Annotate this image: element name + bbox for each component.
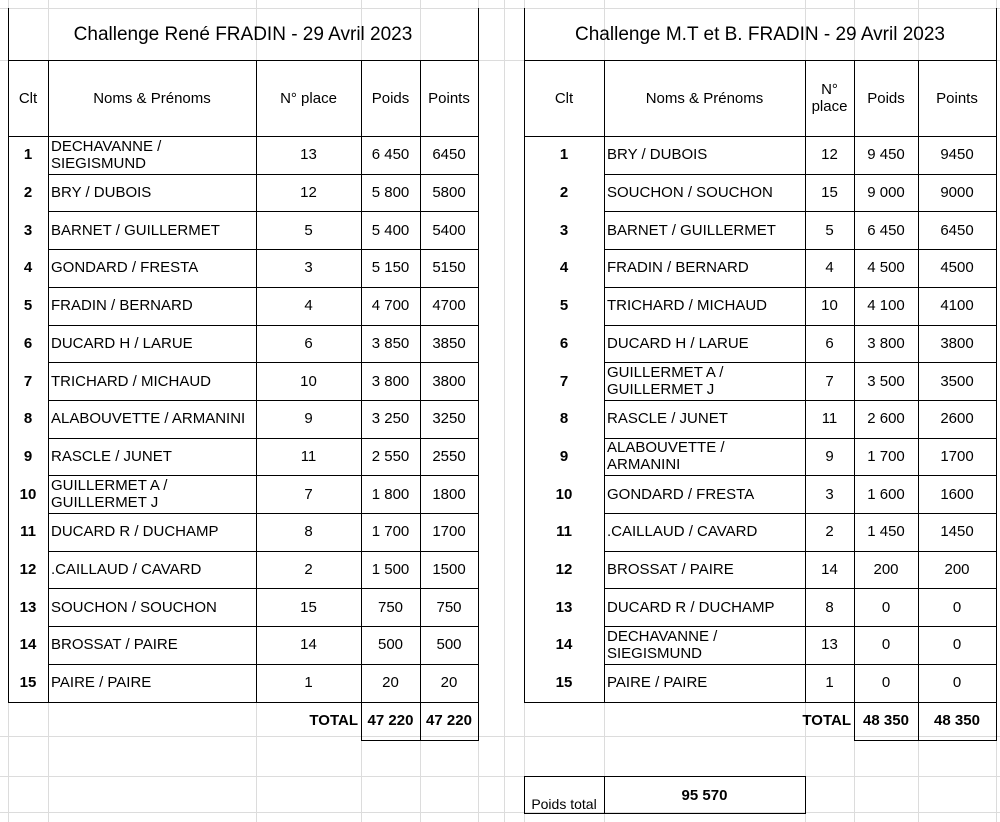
weight-cell: 3 250 <box>371 410 410 428</box>
place-cell: 11 <box>821 410 838 428</box>
rank-cell: 9 <box>559 447 569 465</box>
points-cell: 9450 <box>940 146 974 164</box>
points-cell: 3800 <box>940 334 974 352</box>
header-weight: Poids <box>371 89 410 107</box>
weight-cell: 750 <box>377 598 404 616</box>
header-place: N° place <box>811 81 848 115</box>
total-points: 47 220 <box>426 712 472 729</box>
place-cell: 4 <box>825 259 834 277</box>
place-cell: 8 <box>304 523 313 541</box>
weight-cell: 20 <box>382 674 399 692</box>
rank-cell: 13 <box>19 598 37 616</box>
names-cell: TRICHARD / MICHAUD <box>51 372 211 390</box>
weight-cell: 200 <box>873 561 899 579</box>
names-cell: GONDARD / FRESTA <box>51 259 199 277</box>
weight-cell: 5 800 <box>371 184 410 202</box>
left-total-bottom-line <box>361 740 479 741</box>
place-cell: 13 <box>300 146 317 164</box>
weight-cell: 6 450 <box>371 146 410 164</box>
names-cell: GONDARD / FRESTA <box>607 485 755 503</box>
grand-total-value: 95 570 <box>681 787 728 804</box>
points-cell: 5800 <box>432 184 466 202</box>
place-cell: 10 <box>821 297 838 315</box>
place-cell: 3 <box>825 485 834 503</box>
rank-cell: 7 <box>559 372 569 390</box>
names-cell: BRY / DUBOIS <box>51 184 152 202</box>
points-cell: 0 <box>952 636 962 654</box>
points-cell: 0 <box>952 674 962 692</box>
rank-cell: 15 <box>19 674 37 692</box>
names-cell: BROSSAT / PAIRE <box>51 636 178 654</box>
points-cell: 6450 <box>432 146 466 164</box>
gridline <box>0 776 1000 777</box>
place-cell: 12 <box>821 146 838 164</box>
points-cell: 1450 <box>940 523 974 541</box>
points-cell: 20 <box>440 674 458 692</box>
weight-cell: 0 <box>881 674 891 692</box>
total-points: 48 350 <box>934 712 980 729</box>
left-border-right <box>478 8 479 740</box>
points-cell: 2600 <box>940 410 974 428</box>
weight-cell: 4 100 <box>867 297 905 315</box>
place-cell: 5 <box>304 221 313 239</box>
weight-cell: 6 450 <box>867 221 905 239</box>
rank-cell: 5 <box>23 297 33 315</box>
header-rank: Clt <box>18 89 38 107</box>
place-cell: 13 <box>821 636 838 654</box>
names-cell: DUCARD H / LARUE <box>607 334 749 352</box>
weight-cell: 9 000 <box>867 184 905 202</box>
grand-total-border-right <box>805 776 806 814</box>
place-cell: 4 <box>304 297 313 315</box>
weight-cell: 3 800 <box>371 372 410 390</box>
header-points: Points <box>428 89 470 107</box>
weight-cell: 1 700 <box>371 523 410 541</box>
grand-total-label: Poids total <box>531 796 597 812</box>
rank-cell: 14 <box>555 636 573 654</box>
place-cell: 15 <box>300 598 317 616</box>
place-cell: 8 <box>825 598 834 616</box>
gridline <box>0 812 1000 813</box>
total-label: TOTAL <box>802 712 851 729</box>
header-rank: Clt <box>554 89 574 107</box>
weight-cell: 3 850 <box>371 334 410 352</box>
weight-cell: 5 400 <box>371 221 410 239</box>
place-cell: 5 <box>825 221 834 239</box>
right-table-title: Challenge M.T et B. FRADIN - 29 Avril 2023 <box>575 23 945 45</box>
rank-cell: 14 <box>19 636 37 654</box>
place-cell: 14 <box>821 561 838 579</box>
names-cell: GUILLERMET A / GUILLERMET J <box>607 364 724 399</box>
rank-cell: 3 <box>23 221 33 239</box>
weight-cell: 500 <box>377 636 404 654</box>
points-cell: 1700 <box>940 447 974 465</box>
names-cell: DUCARD H / LARUE <box>51 334 193 352</box>
place-cell: 3 <box>304 259 313 277</box>
place-cell: 2 <box>825 523 834 541</box>
names-cell: BARNET / GUILLERMET <box>51 221 220 239</box>
header-weight: Poids <box>867 89 905 107</box>
rank-cell: 6 <box>23 334 33 352</box>
rank-cell: 4 <box>559 259 569 277</box>
weight-cell: 2 600 <box>867 410 905 428</box>
weight-cell: 5 150 <box>371 259 410 277</box>
rank-cell: 8 <box>559 410 569 428</box>
place-cell: 1 <box>304 674 313 692</box>
header-place: N° place <box>280 89 337 107</box>
weight-cell: 1 500 <box>371 561 410 579</box>
points-cell: 200 <box>944 561 970 579</box>
place-cell: 12 <box>300 184 317 202</box>
points-cell: 1800 <box>432 485 466 503</box>
names-cell: BRY / DUBOIS <box>607 146 708 164</box>
points-cell: 750 <box>436 598 462 616</box>
names-cell: PAIRE / PAIRE <box>607 674 708 692</box>
weight-cell: 0 <box>881 598 891 616</box>
names-cell: BARNET / GUILLERMET <box>607 221 776 239</box>
names-cell: DECHAVANNE / SIEGISMUND <box>51 137 162 172</box>
names-cell: ALABOUVETTE / ARMANINI <box>51 410 246 428</box>
points-cell: 5400 <box>432 221 466 239</box>
right-border-right <box>996 8 997 740</box>
points-cell: 6450 <box>940 221 974 239</box>
names-cell: .CAILLAUD / CAVARD <box>51 561 202 579</box>
names-cell: DUCARD R / DUCHAMP <box>51 523 219 541</box>
weight-cell: 4 700 <box>371 297 410 315</box>
header-points: Points <box>936 89 978 107</box>
names-cell: GUILLERMET A / GUILLERMET J <box>51 477 168 512</box>
names-cell: .CAILLAUD / CAVARD <box>607 523 758 541</box>
total-weight: 47 220 <box>367 712 414 729</box>
rank-cell: 6 <box>559 334 569 352</box>
rank-cell: 5 <box>559 297 569 315</box>
names-cell: RASCLE / JUNET <box>51 447 172 465</box>
rank-cell: 9 <box>23 447 33 465</box>
weight-cell: 4 500 <box>867 259 905 277</box>
points-cell: 500 <box>436 636 462 654</box>
place-cell: 2 <box>304 561 313 579</box>
rank-cell: 2 <box>559 184 569 202</box>
right-total-bottom-line <box>854 740 997 741</box>
names-cell: DUCARD R / DUCHAMP <box>607 598 775 616</box>
total-label: TOTAL <box>309 712 358 729</box>
rank-cell: 12 <box>555 561 573 579</box>
weight-cell: 3 500 <box>867 372 905 390</box>
names-cell: ALABOUVETTE / ARMANINI <box>607 439 725 474</box>
rank-cell: 13 <box>555 598 573 616</box>
names-cell: PAIRE / PAIRE <box>51 674 152 692</box>
names-cell: SOUCHON / SOUCHON <box>607 184 773 202</box>
weight-cell: 2 550 <box>371 447 410 465</box>
rank-cell: 15 <box>555 674 573 692</box>
points-cell: 1500 <box>432 561 466 579</box>
rank-cell: 10 <box>19 485 37 503</box>
rank-cell: 10 <box>555 485 573 503</box>
names-cell: SOUCHON / SOUCHON <box>51 598 217 616</box>
points-cell: 3250 <box>432 410 466 428</box>
points-cell: 4500 <box>940 259 974 277</box>
rank-cell: 1 <box>23 146 33 164</box>
names-cell: DECHAVANNE / SIEGISMUND <box>607 627 718 662</box>
place-cell: 6 <box>825 334 834 352</box>
place-cell: 15 <box>821 184 838 202</box>
rank-cell: 7 <box>23 372 33 390</box>
rank-cell: 3 <box>559 221 569 239</box>
header-names: Noms & Prénoms <box>645 89 764 107</box>
points-cell: 0 <box>952 598 962 616</box>
names-cell: FRADIN / BERNARD <box>607 259 749 277</box>
place-cell: 6 <box>304 334 313 352</box>
rank-cell: 4 <box>23 259 33 277</box>
weight-cell: 9 450 <box>867 146 905 164</box>
rank-cell: 2 <box>23 184 33 202</box>
rank-cell: 11 <box>556 523 572 541</box>
points-cell: 1600 <box>940 485 974 503</box>
place-cell: 11 <box>300 447 317 465</box>
gridline <box>504 0 505 822</box>
place-cell: 7 <box>304 485 313 503</box>
place-cell: 7 <box>825 372 834 390</box>
points-cell: 4100 <box>940 297 974 315</box>
names-cell: BROSSAT / PAIRE <box>607 561 734 579</box>
place-cell: 10 <box>300 372 317 390</box>
place-cell: 9 <box>825 447 834 465</box>
rank-cell: 8 <box>23 410 33 428</box>
weight-cell: 3 800 <box>867 334 905 352</box>
weight-cell: 1 600 <box>867 485 905 503</box>
place-cell: 9 <box>304 410 313 428</box>
names-cell: TRICHARD / MICHAUD <box>607 297 767 315</box>
points-cell: 5150 <box>432 259 466 277</box>
place-cell: 1 <box>825 674 834 692</box>
weight-cell: 1 450 <box>867 523 905 541</box>
place-cell: 14 <box>300 636 317 654</box>
weight-cell: 1 800 <box>371 485 410 503</box>
total-weight: 48 350 <box>863 712 909 729</box>
rank-cell: 11 <box>20 523 36 541</box>
points-cell: 3800 <box>432 372 466 390</box>
rank-cell: 12 <box>19 561 37 579</box>
points-cell: 4700 <box>432 297 466 315</box>
points-cell: 3500 <box>940 372 974 390</box>
rank-cell: 1 <box>559 146 569 164</box>
points-cell: 2550 <box>432 447 466 465</box>
points-cell: 9000 <box>940 184 974 202</box>
names-cell: FRADIN / BERNARD <box>51 297 193 315</box>
weight-cell: 1 700 <box>867 447 905 465</box>
points-cell: 3850 <box>432 334 466 352</box>
names-cell: RASCLE / JUNET <box>607 410 728 428</box>
weight-cell: 0 <box>881 636 891 654</box>
points-cell: 1700 <box>432 523 466 541</box>
header-names: Noms & Prénoms <box>93 89 211 107</box>
left-table-title: Challenge René FRADIN - 29 Avril 2023 <box>73 23 413 45</box>
